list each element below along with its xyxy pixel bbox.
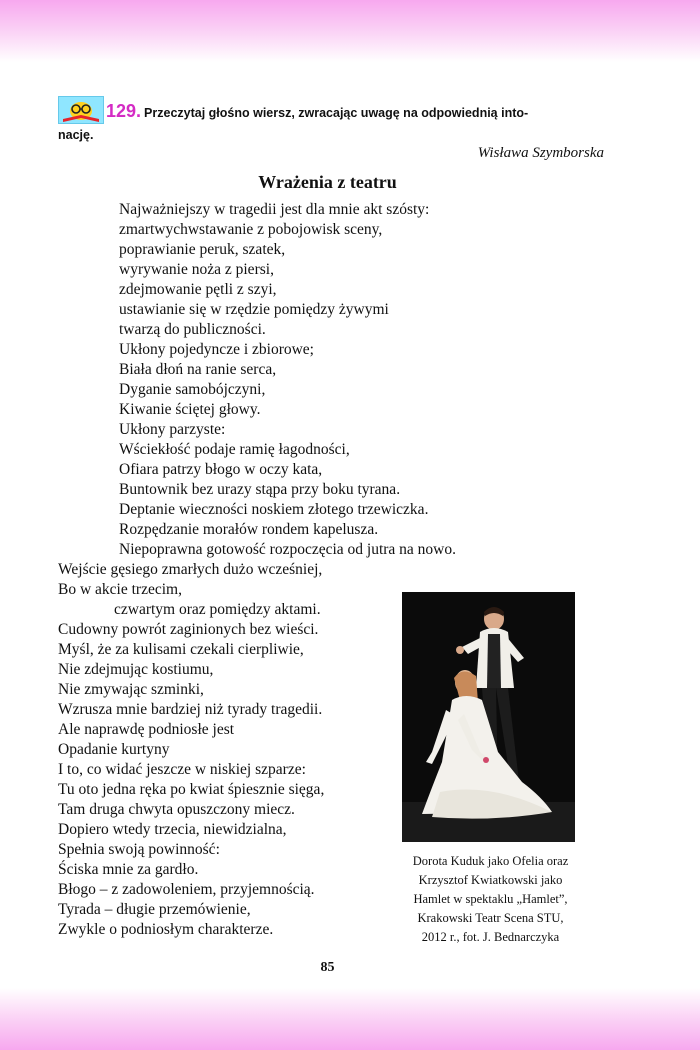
poem-line: Kiwanie ściętej głowy. xyxy=(119,401,261,418)
poem-line: Tam druga chwyta opuszczony miecz. xyxy=(58,801,295,818)
poem-line: Najważniejszy w tragedii jest dla mnie akt szósty: xyxy=(119,201,430,218)
caption-line: Hamlet w spektaklu „Hamlet”, xyxy=(413,892,568,906)
poem-line: Spełnia swoją powinność: xyxy=(58,841,220,858)
poem-line: Dopiero wtedy trzecia, niewidzialna, xyxy=(58,821,287,838)
poem-line: Deptanie wieczności noskiem złotego trzewiczka. xyxy=(119,501,429,518)
poem-line: Nie zdejmując kostiumu, xyxy=(58,661,214,678)
caption-line: Dorota Kuduk jako Ofelia oraz xyxy=(412,854,569,868)
poem-line: ustawianie się w rzędzie pomiędzy żywymi xyxy=(119,301,389,318)
poem-line: zdejmowanie pętli z szyi, xyxy=(119,281,277,298)
poem-line: Ofiara patrzy błogo w oczy kata, xyxy=(119,461,323,478)
poem-line: Myśl, że za kulisami czekali cierpliwie, xyxy=(58,641,304,658)
poem-line: Nie zmywając szminki, xyxy=(58,681,204,698)
poem-line: Biała dłoń na ranie serca, xyxy=(119,361,277,378)
poem-line: czwartym oraz pomiędzy aktami. xyxy=(114,601,321,618)
poem-line: poprawianie peruk, szatek, xyxy=(119,241,286,258)
poem-line: Tu oto jedna ręka po kwiat śpiesznie sięga, xyxy=(58,781,325,798)
poem-line: Buntownik bez urazy stąpa przy boku tyrana. xyxy=(119,481,401,498)
poem-line: Błogo – z zadowoleniem, przyjemnością. xyxy=(58,881,315,898)
bottom-decorative-band xyxy=(0,988,700,1050)
poem-author: Wisława Szymborska xyxy=(477,145,604,161)
page-number: 85 xyxy=(320,960,335,975)
poem-line: Ściska mnie za gardło. xyxy=(58,861,199,878)
exercise-number: 129. xyxy=(106,101,142,121)
poem-line: wyrywanie noża z piersi, xyxy=(119,261,274,278)
caption-line: Krakowski Teatr Scena STU, xyxy=(417,911,564,925)
poem-line: Dyganie samobójczyni, xyxy=(119,381,266,398)
caption-line: 2012 r., fot. J. Bednarczyka xyxy=(421,930,560,944)
poem-line: Cudowny powrót zaginionych bez wieści. xyxy=(58,621,319,638)
poem-line: Wzrusza mnie bardziej niż tyrady tragedii. xyxy=(58,701,323,718)
poem-line: Wejście gęsiego zmarłych dużo wcześniej, xyxy=(58,561,323,578)
exercise-instruction xyxy=(58,96,606,146)
poem-line: Zwykle o podniosłym charakterze. xyxy=(58,921,274,938)
poem-title: Wrażenia z teatru xyxy=(258,172,397,192)
caption-line: Krzysztof Kwiatkowski jako xyxy=(418,873,563,887)
poem-line: Tyrada – długie przemówienie, xyxy=(58,901,251,918)
poem-line: twarzą do publiczności. xyxy=(119,321,266,338)
top-decorative-band xyxy=(0,0,700,62)
poem-line: Rozpędzanie morałów rondem kapelusza. xyxy=(119,521,379,538)
poem-line: Bo w akcie trzecim, xyxy=(58,581,182,598)
poem-line: I to, co widać jeszcze w niskiej szparze: xyxy=(58,761,306,778)
poem-line: zmartwychwstawanie z pobojowisk sceny, xyxy=(119,221,383,238)
poem-line: Opadanie kurtyny xyxy=(58,741,170,758)
poem-line: Ale naprawdę podniosłe jest xyxy=(58,721,235,738)
poem-line: Niepoprawna gotowość rozpoczęcia od jutra na nowo. xyxy=(119,541,457,558)
poem-line: Ukłony pojedyncze i zbiorowe; xyxy=(119,341,314,358)
poem-line: Wściekłość podaje ramię łagodności, xyxy=(119,441,350,458)
photo-caption xyxy=(378,852,603,947)
exercise-text-line1: Przeczytaj głośno wiersz, zwracając uwagę na odpowiednią into- xyxy=(144,106,529,120)
exercise-text-line2: nację. xyxy=(58,128,94,142)
reading-glasses-icon xyxy=(58,96,104,124)
poem-line: Ukłony parzyste: xyxy=(119,421,226,438)
theatre-photo xyxy=(402,592,575,842)
